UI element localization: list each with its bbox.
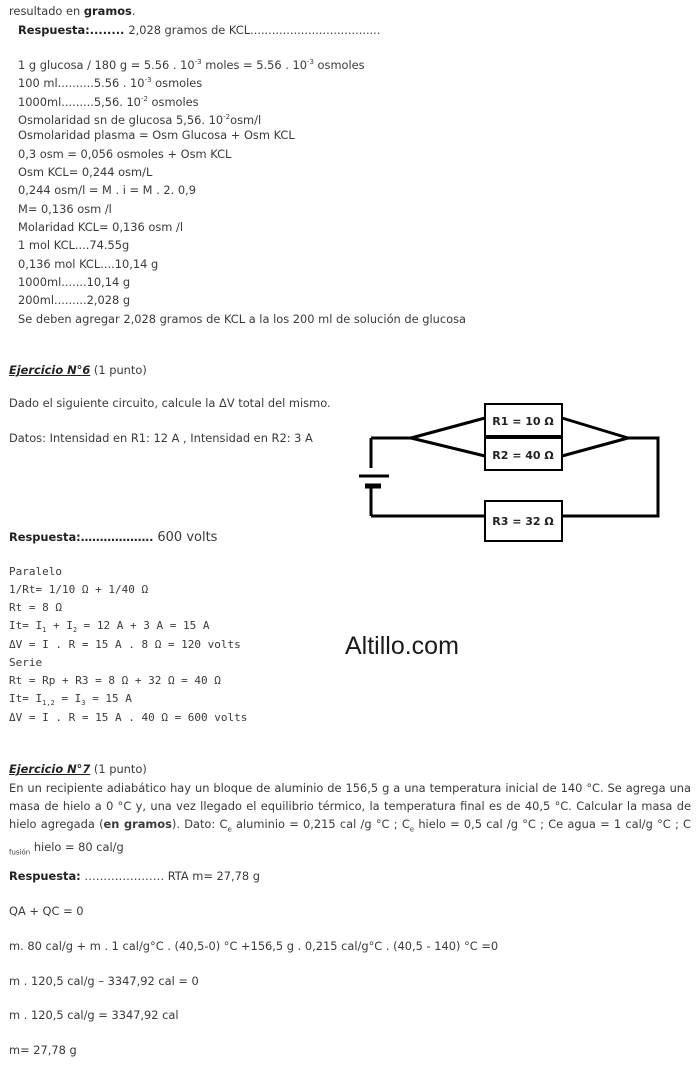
ex7-heading (9, 762, 147, 776)
calc-line: 0,244 osm/l = M . i = M . 2. 0,9 (18, 183, 196, 197)
ex6-answer-label: Respuesta: (9, 530, 81, 544)
resistor-r2-label: R2 = 40 Ω (492, 449, 554, 462)
paralelo-line: ΔV = I . R = 15 A . 8 Ω = 120 volts (9, 638, 241, 651)
calc-line: Osm KCL= 0,244 osm/L (18, 165, 153, 179)
ex7-statement: En un recipiente adiabático hay un bloque de aluminio de 156,5 g a una temperatura inicial de 140 °C. Se agrega una masa de hielo a 0 °C y, una vez llegado el equilibrio térmico, la temperatura final es de 40,5 °C. Calcular la masa de hielo agregada (en gramos). Dato: $C_e$ aluminio = 0,215 cal /g °C ; $C_e$ hielo = 0,5 cal /g °C ; Ce agua = 1 cal/g °C ; C $_{fusión}$ hielo = 80 cal/g (9, 781, 691, 857)
ex6-title: Ejercicio N°6 (9, 363, 91, 377)
ex7-equation: m . 120,5 cal/g = 3347,92 cal (9, 1008, 179, 1022)
calc-line: Molaridad KCL= 0,136 osm /l (18, 220, 184, 234)
calc-line: 200ml.........2,028 g (18, 293, 131, 307)
paralelo-heading: Paralelo (9, 565, 62, 578)
ex7-answer-label: Respuesta: (9, 869, 81, 883)
calc-line: 1 mol KCL....74.55g (18, 238, 130, 252)
resistor-r3-label: R3 = 32 Ω (492, 515, 554, 528)
paralelo-current-line: $It= I_1 + I_2 = 12$ A + 3 A = 15 A (9, 619, 210, 635)
calc-line: 0,3 osm = 0,056 osmoles + Osm KCL (18, 147, 232, 161)
circuit-diagram (355, 398, 665, 550)
calc-line-3: 1000ml.........5,56. $10^{-2}$ osmoles (18, 94, 199, 109)
paralelo-line: Rt = 8 Ω (9, 601, 62, 614)
serie-line: ΔV = I . R = 15 A . 40 Ω = 600 volts (9, 711, 248, 724)
intro-end: . (131, 4, 136, 18)
branch-r2-right (562, 438, 628, 456)
ex6-points: (1 punto) (90, 363, 147, 377)
intro-line (9, 4, 135, 18)
answer-value: 2,028 gramos de KCL.................................... (128, 23, 381, 37)
wire-right (562, 438, 658, 516)
branch-r1-left (411, 418, 485, 438)
calc-line: M= 0,136 osm /l (18, 202, 112, 216)
calc-conclusion: Se deben agregar 2,028 gramos de KCL a la los 200 ml de solución de glucosa (18, 312, 467, 326)
ex6-answer (9, 530, 217, 545)
ex6-heading (9, 363, 147, 377)
ex7-points: (1 punto) (90, 762, 147, 776)
ex7-result: m= 27,78 g (9, 1043, 77, 1057)
ex7-answer (9, 869, 260, 883)
serie-heading: Serie (9, 656, 43, 669)
watermark-logo: Altillo.com (345, 632, 459, 660)
ex7-title: Ejercicio N°7 (9, 762, 91, 776)
serie-current-line: $It= I_{1,2} = I_3 = 15$ A (9, 692, 132, 708)
ex7-equation: m. 80 cal/g + m . 1 cal/g°C . (40,5-0) °C +156,5 g . 0,215 cal/g°C . (40,5 - 140) °C =0 (9, 939, 499, 953)
ex7-equation: m . 120,5 cal/g – 3347,92 cal = 0 (9, 974, 199, 988)
answer-dots: ........ (89, 23, 129, 37)
answer-label: Respuesta: (18, 23, 90, 37)
calc-line-1: 1 g glucosa / 180 g = 5.56 . $10^{-3}$ moles = 5.56 . $10^{-3}$ osmoles (18, 57, 365, 72)
paralelo-line: 1/Rt= 1/10 Ω + 1/40 Ω (9, 583, 149, 596)
resistor-r1-label: R1 = 10 Ω (492, 415, 554, 428)
branch-r2-left (411, 438, 485, 456)
ex6-answer-dots: ………………. (80, 530, 158, 544)
calc-line: 1000ml.......10,14 g (18, 275, 131, 289)
ex6-prompt: Dado el siguiente circuito, calcule la ΔV total del mismo. (9, 396, 331, 410)
ex7-equation: QA + QC = 0 (9, 904, 84, 918)
calc-line: 0,136 mol KCL....10,14 g (18, 257, 159, 271)
serie-line: Rt = Rp + R3 = 8 Ω + 32 Ω = 40 Ω (9, 674, 221, 687)
calc-line-4: Osmolaridad sn de glucosa 5,56. $10^{-2}osm/l$ (18, 112, 262, 127)
intro-bold: gramos (83, 4, 132, 18)
calc-line-2: 100 ml..........5.56 . $10^{-3}$ osmoles (18, 75, 203, 90)
branch-r1-right (562, 418, 628, 438)
calc-line: Osmolaridad plasma = Osm Glucosa + Osm KCL (18, 128, 295, 142)
ex6-datos: Datos: Intensidad en R1: 12 A , Intensidad en R2: 3 A (9, 431, 313, 445)
answer-line-top (18, 23, 380, 37)
intro-text: resultado en (9, 4, 84, 18)
ex6-answer-value: 600 volts (157, 530, 218, 545)
ex7-answer-value: ………………… RTA m= 27,78 g (80, 869, 261, 883)
